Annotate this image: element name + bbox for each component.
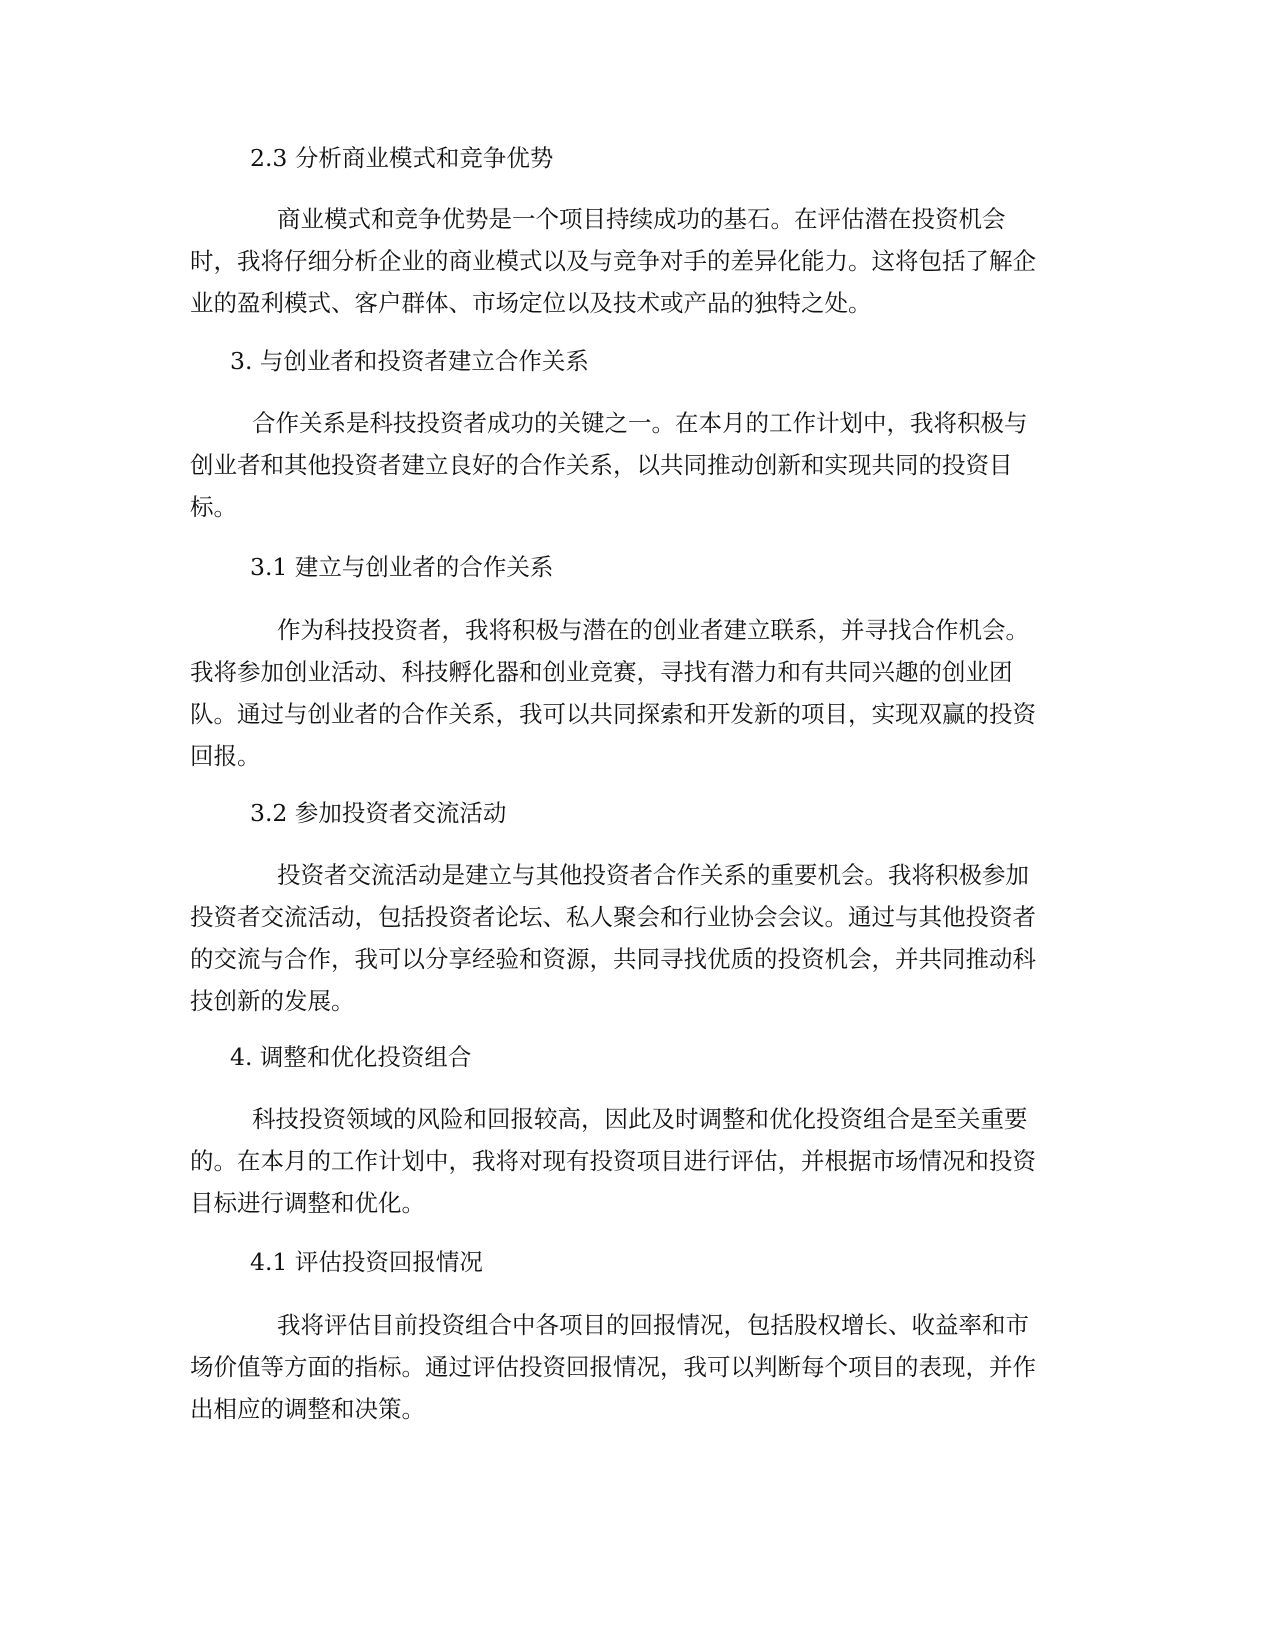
paragraph-line: 的。在本月的工作计划中，我将对现有投资项目进行评估，并根据市场情况和投资 [190,1147,1036,1175]
paragraph-line: 创业者和其他投资者建立良好的合作关系，以共同推动创新和实现共同的投资目 [190,451,1013,479]
paragraph-3 [190,402,1090,528]
paragraph-line: 标。 [190,493,237,521]
heading-4-1: 4.1 评估投资回报情况 [250,1248,483,1276]
paragraph-line: 场价值等方面的指标。通过评估投资回报情况，我可以判断每个项目的表现，并作 [190,1353,1036,1381]
paragraph-line: 的交流与合作，我可以分享经验和资源，共同寻找优质的投资机会，并共同推动科 [190,945,1036,973]
heading-2-3: 2.3 分析商业模式和竞争优势 [250,144,554,172]
paragraph-line: 合作关系是科技投资者成功的关键之一。在本月的工作计划中，我将积极与 [252,409,1028,437]
paragraph-line: 科技投资领域的风险和回报较高，因此及时调整和优化投资组合是至关重要 [252,1105,1028,1133]
heading-3-2: 3.2 参加投资者交流活动 [250,799,507,827]
paragraph-line: 技创新的发展。 [190,987,355,1015]
heading-4: 4. 调整和优化投资组合 [230,1043,472,1071]
paragraph-2-3 [190,198,1090,324]
paragraph-line: 回报。 [190,742,261,770]
paragraph-line: 商业模式和竞争优势是一个项目持续成功的基石。在评估潜在投资机会 [277,205,1006,233]
paragraph-4-1 [190,1304,1090,1430]
heading-3-1: 3.1 建立与创业者的合作关系 [250,553,554,581]
paragraph-3-1 [190,609,1090,777]
paragraph-line: 我将评估目前投资组合中各项目的回报情况，包括股权增长、收益率和市 [277,1311,1029,1339]
paragraph-line: 时，我将仔细分析企业的商业模式以及与竞争对手的差异化能力。这将包括了解企 [190,247,1036,275]
heading-3: 3. 与创业者和投资者建立合作关系 [230,347,589,375]
paragraph-3-2 [190,854,1090,1022]
paragraph-line: 投资者交流活动，包括投资者论坛、私人聚会和行业协会会议。通过与其他投资者 [190,903,1036,931]
paragraph-line: 投资者交流活动是建立与其他投资者合作关系的重要机会。我将积极参加 [277,861,1029,889]
paragraph-4 [190,1098,1090,1224]
paragraph-line: 目标进行调整和优化。 [190,1189,425,1217]
paragraph-line: 队。通过与创业者的合作关系，我可以共同探索和开发新的项目，实现双赢的投资 [190,700,1036,728]
paragraph-line: 出相应的调整和决策。 [190,1395,425,1423]
paragraph-line: 业的盈利模式、客户群体、市场定位以及技术或产品的独特之处。 [190,289,872,317]
paragraph-line: 作为科技投资者，我将积极与潜在的创业者建立联系，并寻找合作机会。 [277,616,1029,644]
paragraph-line: 我将参加创业活动、科技孵化器和创业竞赛，寻找有潜力和有共同兴趣的创业团 [190,658,1013,686]
